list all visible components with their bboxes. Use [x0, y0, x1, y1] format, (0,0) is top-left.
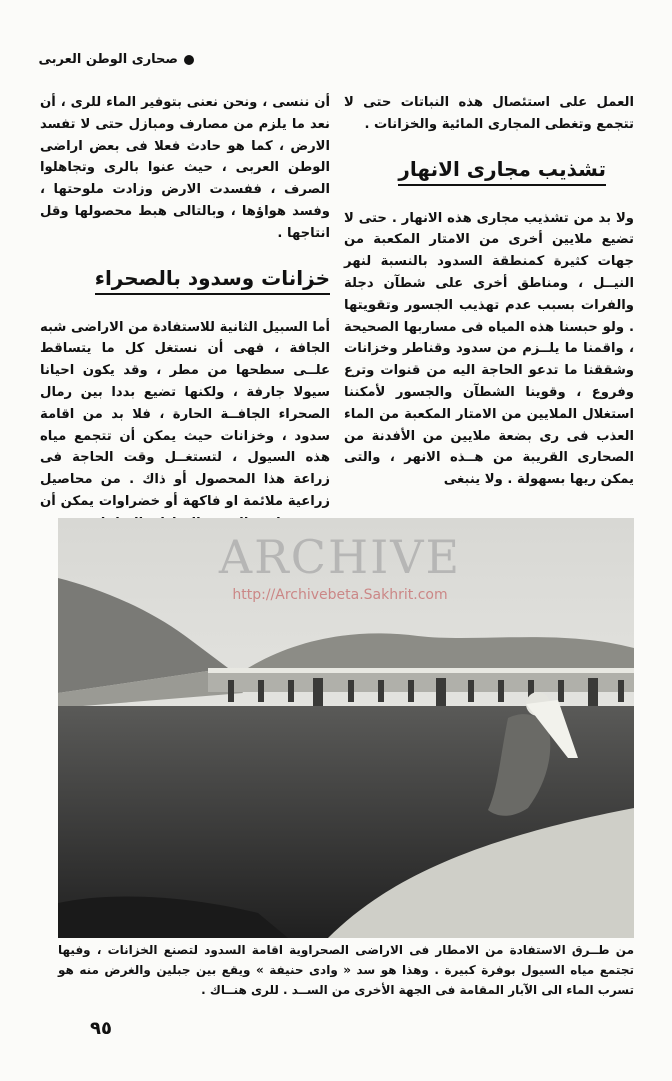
left-column: [40, 92, 330, 535]
right-column: [344, 92, 634, 491]
dam-photo: [58, 518, 634, 938]
running-header: [34, 52, 194, 67]
right-column-body: ولا بد من تشذيب مجارى هذه الانهار . حتى لا تضيع ملايين أخرى من الامتار المكعبة من جهات كثيرة كمنطقة السدود بالنسبة لنهر النيــل ، ومناطق أخرى على شطآن دجلة والفرات بسبب عدم تهذيب الجسور وتقويتها . ولو حبسنا هذه المياه فى مساربها الصحيحة ، واقمنا ما يلــزم من سدود وقناطر وخزانات وشققنا ما تدعو الحاجة اليه من قنوات وترع وفروع ، وقوينا الشطآن والجسور لأمكننا استغلال الملايين من الامتار المكعبة من الماء العذب فى رى بضعة ملايين من الأفدنة من الصحارى القريبة من هــذه الانهر ، والتى يمكن ريها بسهولة . ولا ينبغى: [344, 210, 634, 488]
dam-photo-illustration: [58, 518, 634, 938]
bullet-icon: [184, 55, 194, 65]
right-column-heading: تشذيب مجارى الانهار: [398, 156, 606, 186]
running-header-title: صحارى الوطن العربى: [38, 52, 178, 67]
left-column-heading: خزانات وسدود بالصحراء: [95, 265, 330, 295]
right-column-intro: العمل على استئصال هذه النباتات حتى لا تتجمع وتغطى المجارى المائية والخزانات .: [344, 95, 634, 132]
left-column-intro: أن ننسى ، ونحن نعنى بتوفير الماء للرى ، أن نعد ما يلزم من مصارف ومبازل حتى لا تفسد الارض ، كما هو حادث فعلا فى بعض اراضى الوطن العربى ، حيث عنوا بالرى وتجاهلوا الصرف ، ففسدت الارض وزادت ملوحتها ، وفسد هواؤها ، وبالتالى هبط محصولها وقل انتاجها .: [40, 95, 330, 241]
watermark-title: ARCHIVE: [218, 530, 462, 584]
page-number: ٩٥: [90, 1018, 112, 1039]
watermark-url: http://Archivebeta.Sakhrit.com: [232, 587, 448, 603]
left-column-body: أما السبيل الثانية للاستفادة من الاراضى شبه الجافة ، فهى أن نستغل كل ما يتساقط علــى سطحها من مطر ، وقد يكون احيانا سيولا جارفة ، ولكنها تضيع بددا بين رمال الصحراء الجافــة الحارة ، فلا بد من اقامة سدود ، وخزانات حيث يمكن أن تتجمع مياه هذه السيول ، لتستغــل وقت الحاجة فى زراعة هذا المحصول أو ذاك . من محاصيل زراعية ملائمة او فاكهة أو خضراوات يمكن أن: [40, 319, 330, 509]
photo-caption: من طــرق الاستفادة من الامطار فى الاراضى الصحراوية اقامة السدود لتصنع الخزانات ، وفيها تجتمع مياه السيول بوفرة كبيرة . وهذا هو سد « وادى حنيفة » ويقع بين جبلين والغرض منه هو تسرب الماء الى الآبار المقامة فى الجهة الأخرى من الســد . للرى هنــاك .: [58, 943, 634, 997]
